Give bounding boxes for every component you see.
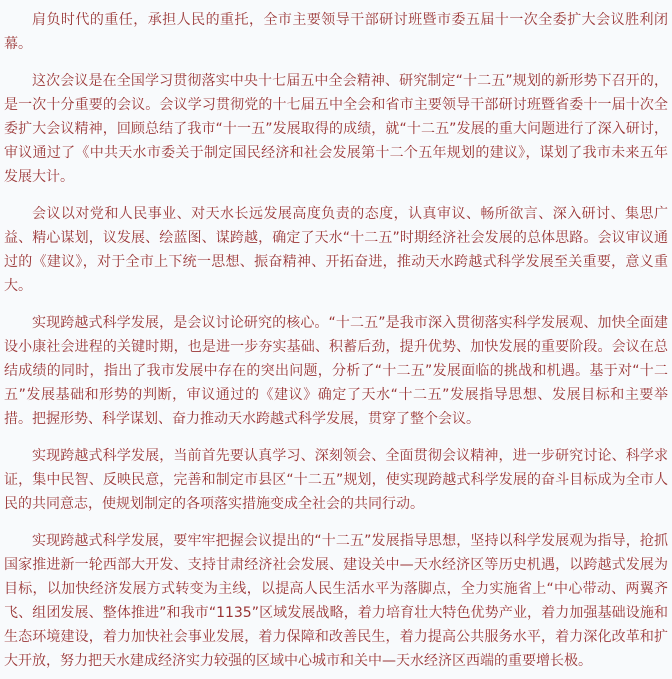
article-paragraph-current-tasks: 实现跨越式科学发展，当前首先要认真学习、深刻领会、全面贯彻会议精神，进一步研究讨论、科学求证，集中民智、反映民意，完善和制定市县区“十二五”规划，使实现跨越式科学发展的奋斗目标成为全市人民的共同意志，使规划制定的各项落实措施变成全社会的共同行动。 — [4, 448, 668, 512]
article-paragraph-meeting-attitude: 会议以对党和人民事业、对天水长远发展高度负责的态度，认真审议、畅所欲言、深入研讨、集思广益、精心谋划，议发展、绘蓝图、谋跨越，确定了天水“十二五”时期经济社会发展的总体思路。会议审议通过的《建议》，对于全市上下统一思想、振奋精神、开拓奋进，推动天水跨越式科学发展至关重要，意义重大。 — [4, 206, 668, 294]
article-body — [4, 8, 668, 673]
article-paragraph-guiding-thought: 实现跨越式科学发展，要牢牢把握会议提出的“十二五”发展指导思想，坚持以科学发展观为指导，抢抓国家推进新一轮西部大开发、支持甘肃经济社会发展、建设关中—天水经济区等历史机遇，以跨越式发展为目标，以加快经济发展方式转变为主线，以提高人民生活水平为落脚点，全力实施省上“中心带动、两翼齐飞、组团发展、整体推进”和我市“1135”区域发展战略，着力培育壮大特色优势产业，着力加强基础设施和生态环境建设，着力加快社会事业发展，着力保障和改善民生，着力提高公共服务水平，着力深化改革和扩大开放，努力把天水建成经济实力较强的区域中心城市和关中—天水经济区西端的重要增长极。 — [4, 533, 668, 669]
article-paragraph-core-topic: 实现跨越式科学发展，是会议讨论研究的核心。“十二五”是我市深入贯彻落实科学发展观、加快全面建设小康社会进程的关键时期，也是进一步夯实基础、积蓄后劲，提升优势、加快发展的重要阶段。会议在总结成绩的同时，指出了我市发展中存在的突出问题，分析了“十二五”发展面临的挑战和机遇。基于对“十二五”发展基础和形势的判断，审议通过的《建议》确定了天水“十二五”发展指导思想、发展目标和主要举措。把握形势、科学谋划、奋力推动天水跨越式科学发展，贯穿了整个会议。 — [4, 315, 668, 427]
article-paragraph-closing-announcement: 肩负时代的重任，承担人民的重托，全市主要领导干部研讨班暨市委五届十一次全委扩大会议胜利闭幕。 — [4, 12, 668, 52]
article-paragraph-meeting-background: 这次会议是在全国学习贯彻落实中央十七届五中全会精神、研究制定“十二五”规划的新形势下召开的，是一次十分重要的会议。会议学习贯彻党的十七届五中全会和省市主要领导干部研讨班暨省委十一届十次全委扩大会议精神，回顾总结了我市“十一五”发展取得的成绩，就“十二五”发展的重大问题进行了深入研讨，审议通过了《中共天水市委关于制定国民经济和社会发展第十二个五年规划的建议》，谋划了我市未来五年发展大计。 — [4, 73, 668, 185]
